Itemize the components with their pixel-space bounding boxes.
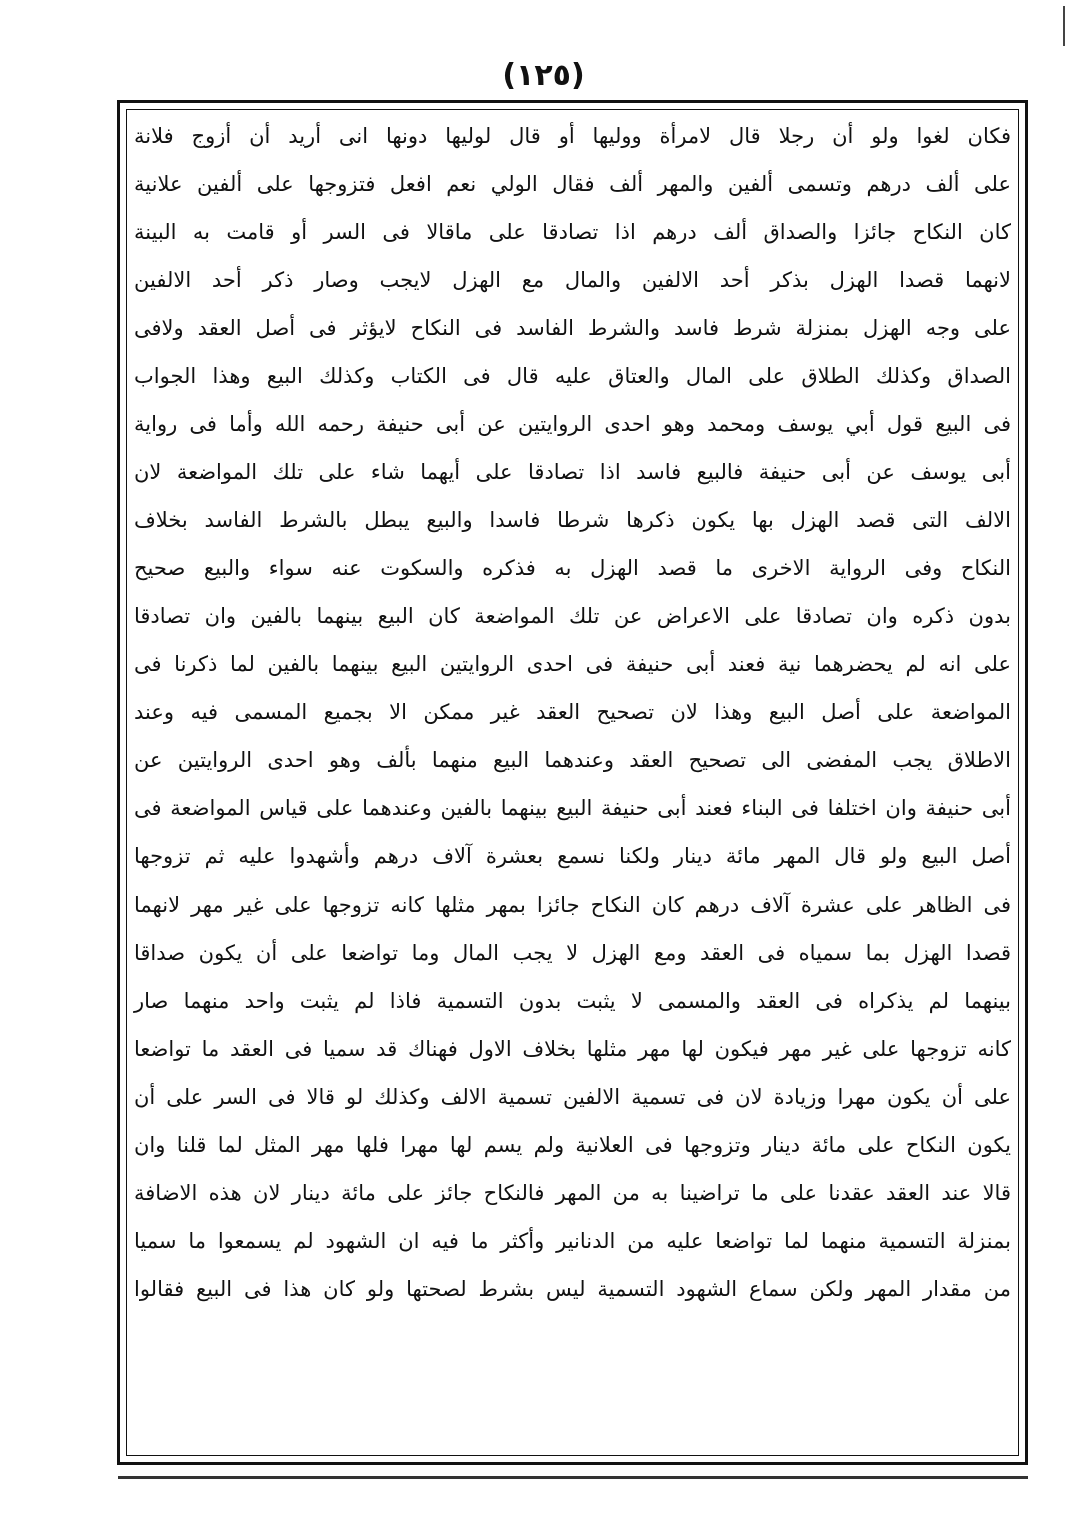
text-line: الاطلاق يجب المفضى الى تصحيح العقد وعندهما البيع منهما بألف وهو احدى الروايتين عن (134, 748, 1011, 773)
text-line: الالف التى قصد الهزل بها يكون ذكرها شرطا فاسدا والبيع يبطل بالشرط الفاسد بخلاف (134, 508, 1011, 533)
text-line: على انه لم يحضرهما نية فعند أبى حنيفة فى احدى الروايتين البيع بينهما بالفين لما ذكرنا فى (134, 652, 1011, 677)
text-line: كانه تزوجها على غير مهر فيكون لها مهر مثلها بخلاف الاول فهناك قد سميا فى العقد ما تواضعا (134, 1036, 1011, 1061)
body-text (128, 112, 1017, 1457)
text-line: أصل البيع ولو قال المهر مائة دينار ولكنا نسمع بعشرة آلاف درهم وأشهدوا عليه ثم تزوجها (134, 844, 1011, 869)
text-line: من مقدار المهر ولكن سماع الشهود التسمية ليس بشرط لصحتها ولو كان هذا فى البيع فقالوا (134, 1276, 1011, 1301)
text-line: أبى حنيفة وان اختلفا فى البناء فعند أبى حنيفة البيع بينهما بالفين وعندهما على قياس المواضعة فى (134, 796, 1011, 821)
text-line: بينهما لم يذكراه فى العقد والمسمى لا يثبت بدون التسمية فاذا لم يثبت واحد منهما صار (134, 988, 1011, 1013)
text-line: النكاح وفى الرواية الاخرى ما قصد الهزل به فذكره والسكوت عنه سواء والبيع صحيح (134, 556, 1011, 581)
text-line: فى البيع قول أبي يوسف ومحمد وهو احدى الروايتين عن أبى حنيفة رحمه الله وأما فى رواية (134, 412, 1011, 437)
page-number: (١٢٥) (502, 58, 585, 93)
text-line: على أن يكون مهرا وزيادة لان فى تسمية الالفين تسمية الالف وكذلك لو قالا فى السر على أن (134, 1084, 1011, 1109)
text-line: بدون ذكره وان تصادقا على الاعراض عن تلك المواضعة كان البيع بينهما بالفين وان تصادقا (134, 604, 1011, 629)
text-line: فكان لغوا ولو أن رجلا قال لامرأة ووليها أو قال لوليها دونها انى أريد أن أزوج فلانة (134, 124, 1011, 148)
text-line: الصداق وكذلك الطلاق على المال والعتاق عليه قال فى الكتاب وكذلك البيع وهذا الجواب (134, 364, 1011, 389)
text-line: على وجه الهزل بمنزلة شرط فاسد والشرط الفاسد فى النكاح لايؤثر فى أصل العقد ولافى (134, 316, 1011, 341)
text-line: أبى يوسف عن أبى حنيفة فالبيع فاسد اذا تصادقا على أيهما شاء على تلك المواضعة لان (134, 460, 1011, 485)
text-line: قالا عند العقد عقدنا على ما تراضينا به من المهر فالنكاح جائز على مائة دينار لان هذه الاضافة (134, 1180, 1011, 1205)
bottom-scan-edge (118, 1476, 1028, 1479)
text-line: على ألف درهم وتسمى ألفين والمهر ألف فقال الولي نعم افعل فتزوجها على ألفين علانية (134, 172, 1011, 197)
text-line: فى الظاهر على عشرة آلاف درهم كان النكاح جائزا بمهر مثلها كانه تزوجها على غير مهر لانهما (134, 892, 1011, 917)
scan-artifact (1063, 6, 1065, 46)
text-line: المواضعة على أصل البيع وهذا لان تصحيح العقد غير ممكن الا بجميع المسمى فيه وعند (134, 700, 1011, 725)
text-line: يكون النكاح على مائة دينار وتزوجها فى العلانية ولم يسم لها مهرا فلها مهر المثل لما قلنا وان (134, 1132, 1011, 1157)
text-line: لانهما قصدا الهزل بذكر أحد الالفين والمال مع الهزل لايجب وصار ذكر أحد الالفين (134, 268, 1011, 293)
text-line: بمنزلة التسمية منهما لما تواضعا عليه من الدنانير وأكثر ما فيه ان الشهود لم يسمعوا ما سميا (134, 1228, 1011, 1253)
text-line: قصدا الهزل بما سمياه فى العقد ومع الهزل لا يجب المال وما تواضعا على أن يكون صداقا (134, 940, 1011, 965)
text-line: كان النكاح جائزا والصداق ألف درهم اذا تصادقا على ماقالا فى السر أو قامت به البينة (134, 220, 1011, 245)
